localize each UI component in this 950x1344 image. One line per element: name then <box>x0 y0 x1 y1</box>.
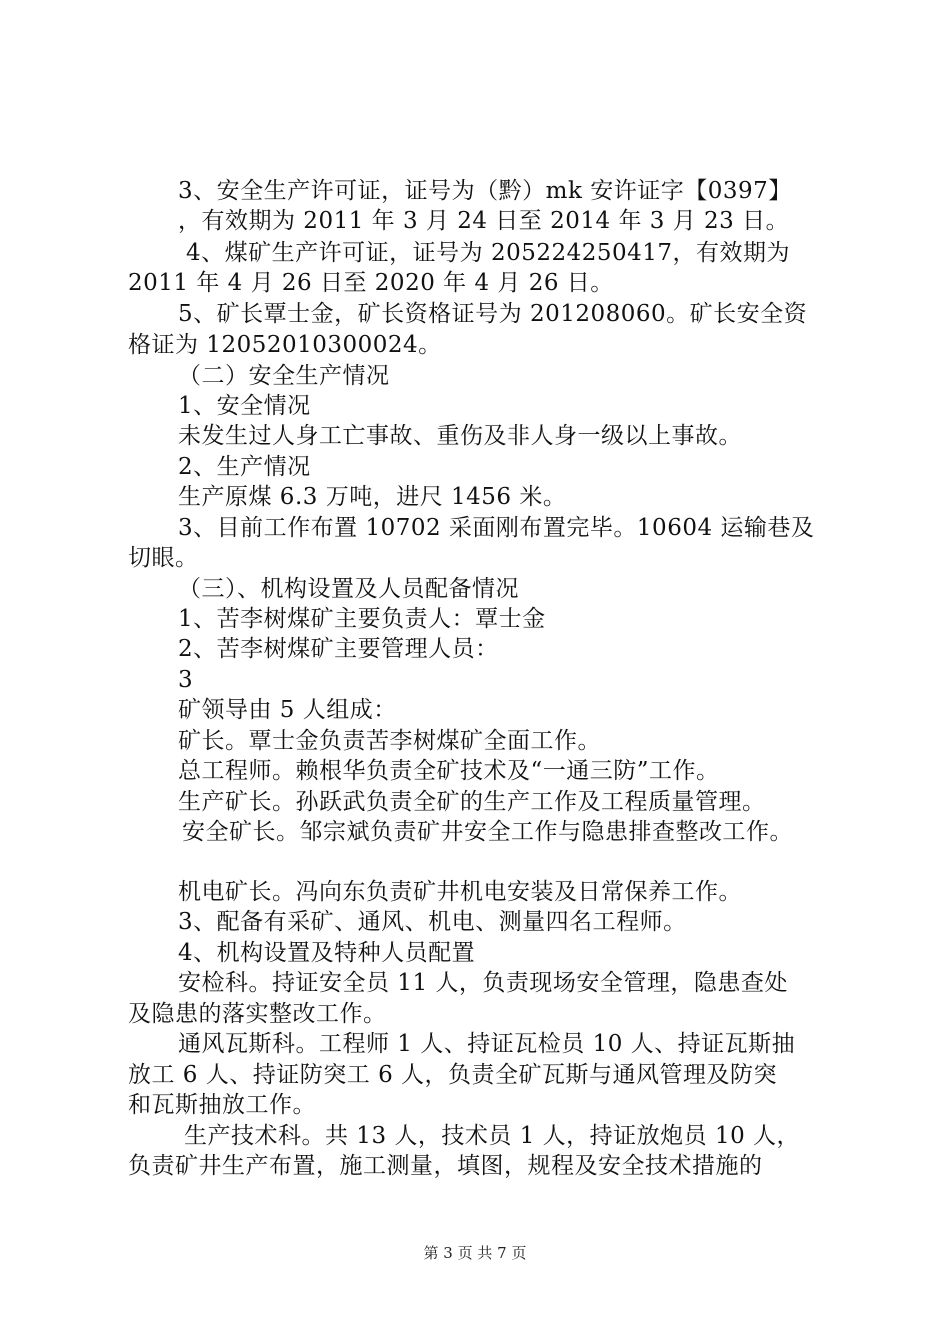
text-line: 安检科。持证安全员 11 人，负责现场安全管理，隐患查处 <box>178 970 788 996</box>
text-line: 放工 6 人、持证防突工 6 人，负责全矿瓦斯与通风管理及防突 <box>128 1062 778 1088</box>
text-line: 生产原煤 6.3 万吨，进尺 1456 米。 <box>178 484 567 510</box>
text-line: 2、生产情况 <box>178 454 311 480</box>
text-line: 1、安全情况 <box>178 393 311 419</box>
section-heading: （二）安全生产情况 <box>178 363 390 389</box>
text-line: 3 <box>178 667 194 693</box>
text-line: 3、目前工作布置 10702 采面刚布置完毕。10604 运输巷及 <box>178 515 815 541</box>
text-line: ，有效期为 2011 年 3 月 24 日至 2014 年 3 月 23 日。 <box>178 208 790 234</box>
text-line: 矿领导由 5 人组成： <box>178 697 397 723</box>
text-line: 通风瓦斯科。工程师 1 人、持证瓦检员 10 人、持证瓦斯抽 <box>178 1031 796 1057</box>
text-line: 未发生过人身工亡事故、重伤及非人身一级以上事故。 <box>178 423 742 449</box>
text-line: 4、机构设置及特种人员配置 <box>178 940 476 966</box>
text-line: 2011 年 4 月 26 日至 2020 年 4 月 26 日。 <box>128 270 614 296</box>
text-line: 总工程师。赖根华负责全矿技术及“一通三防”工作。 <box>178 758 720 784</box>
text-line: 3、配备有采矿、通风、机电、测量四名工程师。 <box>178 909 687 935</box>
text-line: 矿长。覃士金负责苦李树煤矿全面工作。 <box>178 728 601 754</box>
text-line: 机电矿长。冯向东负责矿井机电安装及日常保养工作。 <box>178 879 742 905</box>
text-line: 负责矿井生产布置，施工测量，填图，规程及安全技术措施的 <box>128 1153 763 1179</box>
text-line: 切眼。 <box>128 545 199 571</box>
text-line: 3、安全生产许可证，证号为（黔）mk 安许证字【0397】 <box>178 178 792 204</box>
text-line: 4、煤矿生产许可证，证号为 205224250417，有效期为 <box>186 240 791 266</box>
section-heading: （三）、机构设置及人员配备情况 <box>178 576 519 602</box>
text-line: 1、苦李树煤矿主要负责人：覃士金 <box>178 606 546 632</box>
text-line: 生产技术科。共 13 人，技术员 1 人，持证放炮员 10 人， <box>184 1123 801 1149</box>
text-line: 及隐患的落实整改工作。 <box>128 1001 387 1027</box>
text-line: 5、矿长覃士金，矿长资格证号为 201208060。矿长安全资 <box>178 301 808 327</box>
text-line: 生产矿长。孙跃武负责全矿的生产工作及工程质量管理。 <box>178 789 766 815</box>
text-line: 格证为 12052010300024。 <box>128 332 442 358</box>
page-number-footer: 第 3 页 共 7 页 <box>423 1244 527 1262</box>
text-line: 和瓦斯抽放工作。 <box>128 1092 316 1118</box>
text-line: 2、苦李树煤矿主要管理人员： <box>178 636 499 662</box>
text-line: 安全矿长。邹宗斌负责矿井安全工作与隐患排查整改工作。 <box>182 819 793 845</box>
